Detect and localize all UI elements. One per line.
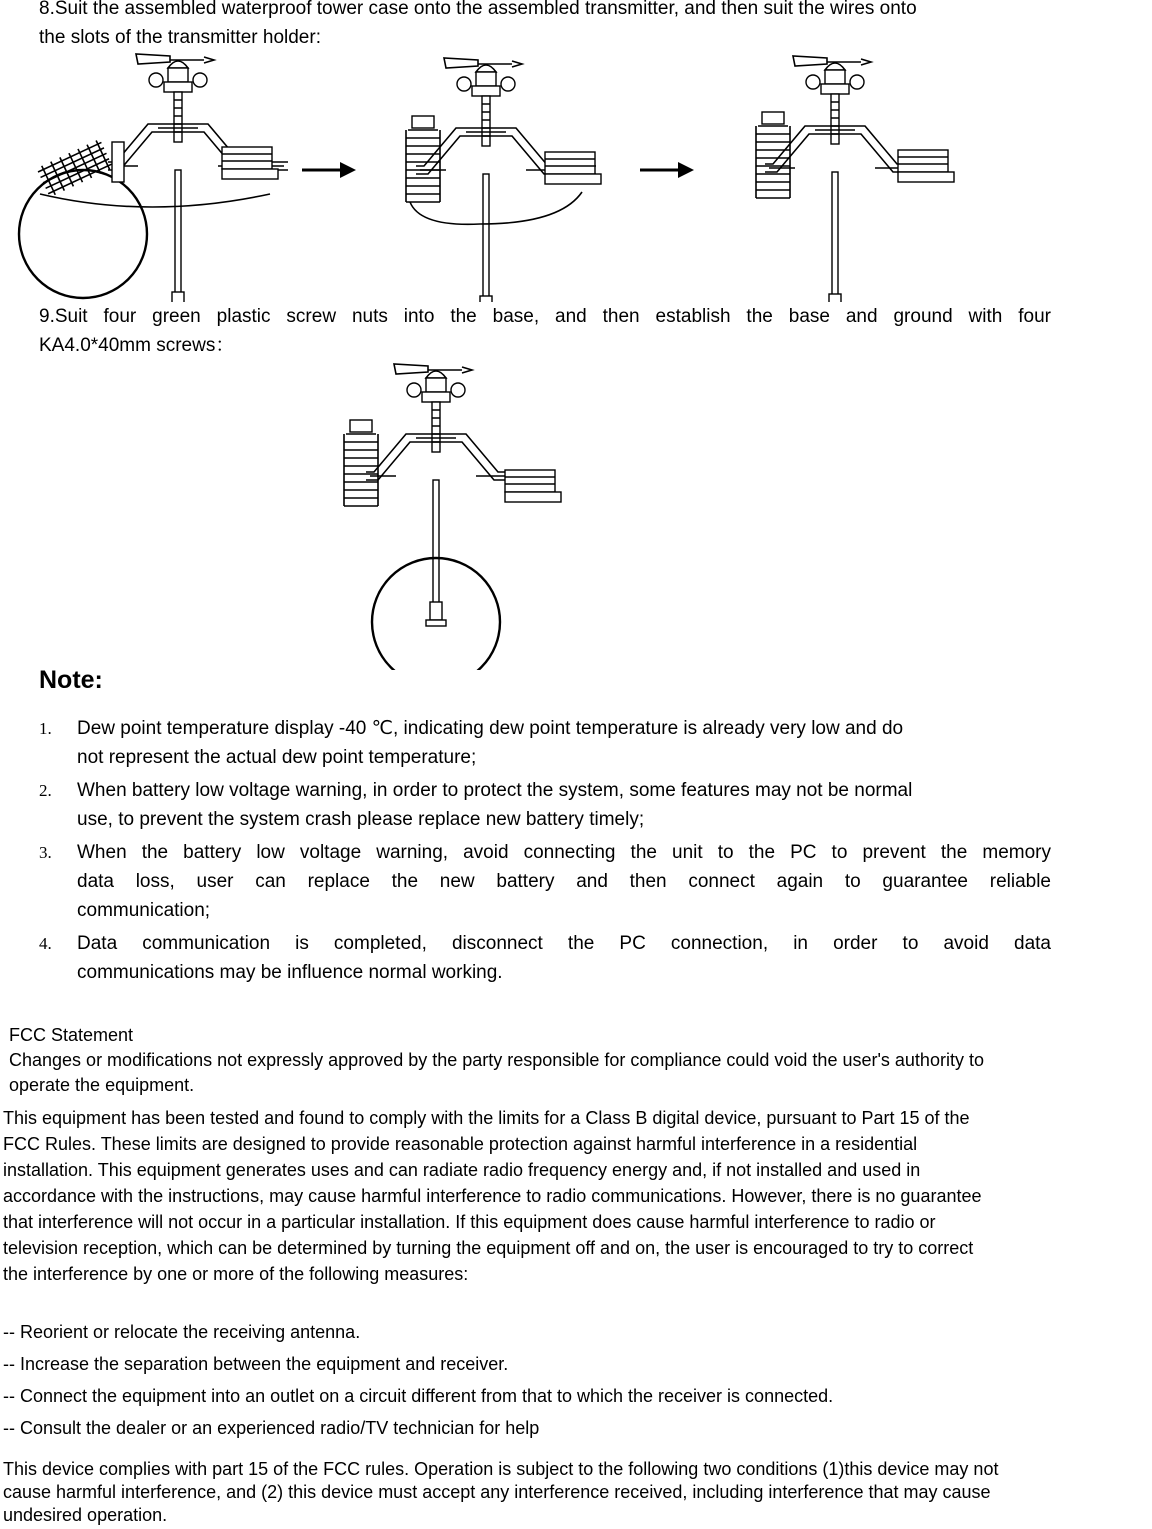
step8-figure-1 (19, 54, 288, 302)
fcc-changes-line: operate the equipment. (9, 1075, 195, 1095)
step8-line: the slots of the transmitter holder: (39, 27, 321, 48)
note-item-line: data loss, user can replace the new battery and then connect again to guarantee reliable (77, 871, 1051, 892)
fcc-tested-line: that interference will not occur in a particular installation. If this equipment does cause harmful interference to radio or (3, 1212, 936, 1232)
arrow-right-icon (640, 162, 694, 178)
fcc-measure-item: -- Increase the separation between the equipment and receiver. (3, 1354, 509, 1374)
fcc-tested-line: FCC Rules. These limits are designed to provide reasonable protection against harmful interference in a residential (3, 1134, 918, 1154)
note-item-line: When battery low voltage warning, in order to protect the system, some features may not be normal (77, 780, 913, 801)
note-item (39, 838, 1051, 925)
note-item-line: Dew point temperature display -40 ℃, indicating dew point temperature is already very low and do (77, 718, 904, 739)
note-item (39, 714, 1051, 772)
fcc-part15-block (3, 1458, 1151, 1527)
note-item-line: communication; (77, 900, 211, 921)
step9-line: 9.Suit four green plastic screw nuts into the base, and then establish the base and ground with four (39, 306, 1051, 327)
step8-figure-3 (756, 56, 954, 302)
fcc-measure-item: -- Consult the dealer or an experienced radio/TV technician for help (3, 1418, 540, 1438)
fcc-part15-line: cause harmful interference, and (2) this device must accept any interference received, including interference that may cause (3, 1482, 991, 1502)
step9-line: KA4.0*40mm screws： (39, 335, 235, 356)
note-item-line: communications may be influence normal working. (77, 962, 503, 983)
fcc-tested-line: This equipment has been tested and found to comply with the limits for a Class B digital device, pursuant to Part 15 of the (3, 1108, 970, 1128)
note-item-number: 4. (39, 934, 52, 953)
step8-figure-2 (406, 58, 601, 302)
step9-illustration (300, 360, 580, 670)
note-title: Note: (39, 666, 103, 694)
detail-circle (19, 170, 147, 298)
step8-illustrations (0, 52, 1152, 302)
step8-line: 8.Suit the assembled waterproof tower case onto the assembled transmitter, and then suit the wires onto (39, 0, 917, 19)
note-item (39, 776, 1051, 834)
note-item-line: Data communication is completed, disconnect the PC connection, in order to avoid data (77, 933, 1051, 954)
fcc-part15-line: undesired operation. (3, 1505, 168, 1525)
note-list (39, 714, 1051, 987)
fcc-measures-list (3, 1316, 1149, 1444)
fcc-changes-line: Changes or modifications not expressly approved by the party responsible for compliance could void the user's authority to (9, 1050, 984, 1070)
fcc-tested-block (3, 1105, 1149, 1287)
fcc-part15-line: This device complies with part 15 of the FCC rules. Operation is subject to the following two conditions (1)this device may not (3, 1459, 999, 1479)
fcc-tested-line: installation. This equipment generates uses and can radiate radio frequency energy and, if not installed and used in (3, 1160, 921, 1180)
arrow-right-icon (302, 162, 356, 178)
note-item-number: 1. (39, 719, 52, 738)
note-item-line: use, to prevent the system crash please replace new battery timely; (77, 809, 645, 830)
note-item-number: 3. (39, 843, 52, 862)
fcc-measure-item: -- Reorient or relocate the receiving antenna. (3, 1322, 361, 1342)
fcc-heading-block (9, 1023, 1149, 1098)
note-item-line: not represent the actual dew point temperature; (77, 747, 477, 768)
fcc-heading: FCC Statement (9, 1025, 134, 1045)
note-item-line: When the battery low voltage warning, avoid connecting the unit to the PC to prevent the memory (77, 842, 1051, 863)
note-item-number: 2. (39, 781, 52, 800)
fcc-tested-line: the interference by one or more of the following measures: (3, 1264, 469, 1284)
fcc-tested-line: television reception, which can be determined by turning the equipment off and on, the user is encouraged to try to correct (3, 1238, 974, 1258)
fcc-tested-line: accordance with the instructions, may cause harmful interference to radio communications. However, there is no guarantee (3, 1186, 982, 1206)
note-item (39, 929, 1051, 987)
step9-text (39, 302, 1051, 360)
step8-text (39, 0, 1051, 52)
fcc-measure-item: -- Connect the equipment into an outlet on a circuit different from that to which the receiver is connected. (3, 1386, 834, 1406)
